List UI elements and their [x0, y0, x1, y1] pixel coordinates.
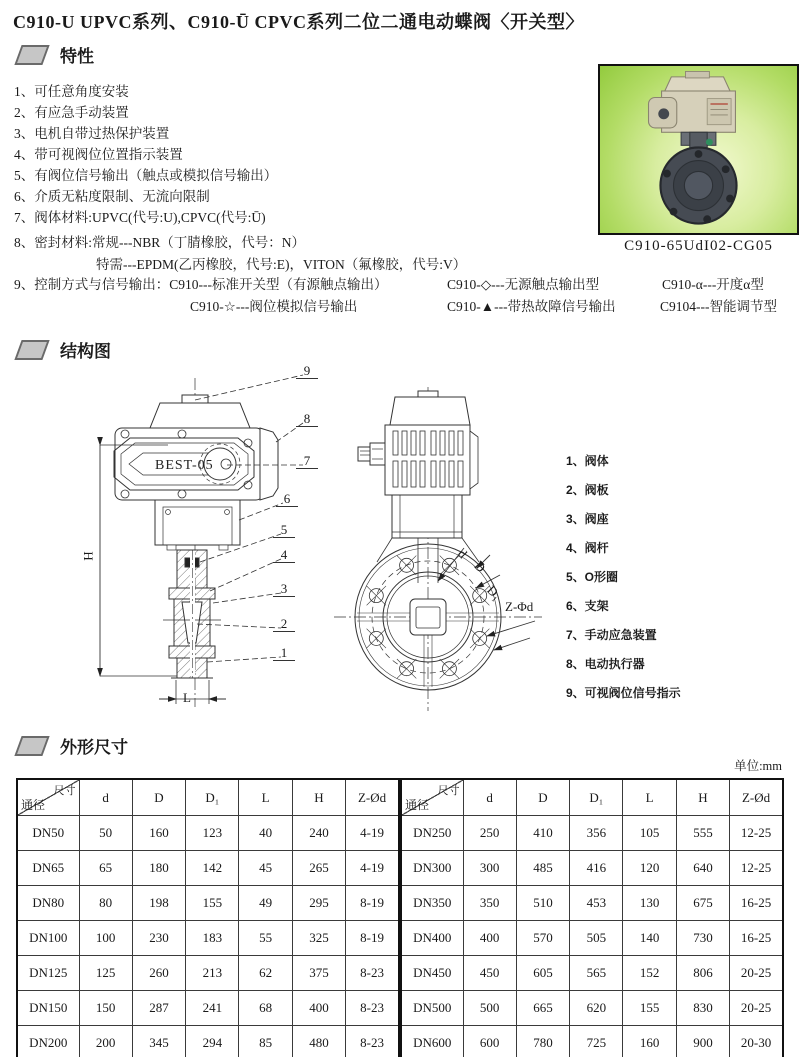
column-header: d: [463, 779, 516, 816]
dim-value-cell: 240: [292, 816, 345, 851]
dim-value-cell: 8-23: [346, 1026, 399, 1057]
dim-value-cell: 213: [186, 956, 239, 991]
dim-value-cell: 80: [79, 886, 132, 921]
dimension-table-left: [16, 778, 400, 1057]
dim-zd-label: Z-Φd: [505, 599, 534, 614]
table-row: [401, 886, 783, 921]
corner-size-label: 尺寸: [53, 785, 76, 797]
dim-value-cell: 125: [79, 956, 132, 991]
dim-value-cell: 640: [676, 851, 729, 886]
dim-value-cell: 230: [132, 921, 185, 956]
dim-value-cell: 620: [570, 991, 623, 1026]
dim-D-label: D: [471, 558, 489, 576]
table-row: [17, 921, 399, 956]
dim-value-cell: 8-19: [346, 886, 399, 921]
dim-value-cell: 16-25: [730, 886, 783, 921]
table-row: [17, 851, 399, 886]
legend-item: 7、手动应急装置: [566, 628, 657, 642]
dim-value-cell: 555: [676, 816, 729, 851]
feature-item-9-opt: C910-▲---带热故障信号输出: [447, 299, 616, 314]
column-header: L: [239, 779, 292, 816]
dimension-tables: [16, 778, 784, 1057]
feature-item: 3、电机自带过热保护装置: [14, 126, 170, 141]
dim-value-cell: 4-19: [346, 816, 399, 851]
dim-value-cell: 400: [463, 921, 516, 956]
row-dn-cell: DN100: [17, 921, 79, 956]
table-row: [17, 886, 399, 921]
dim-value-cell: 605: [516, 956, 569, 991]
side-view-drawing: [330, 385, 580, 715]
row-dn-cell: DN250: [401, 816, 463, 851]
feature-item: 1、可任意角度安装: [14, 84, 129, 99]
dim-value-cell: 40: [239, 816, 292, 851]
legend-item: 3、阀座: [566, 512, 609, 526]
dim-value-cell: 130: [623, 886, 676, 921]
dim-value-cell: 16-25: [730, 921, 783, 956]
dim-value-cell: 85: [239, 1026, 292, 1057]
dim-value-cell: 450: [463, 956, 516, 991]
dim-value-cell: 295: [292, 886, 345, 921]
corner-dn-label: 通径: [21, 798, 46, 812]
dim-value-cell: 50: [79, 816, 132, 851]
table-row: [401, 851, 783, 886]
legend-item: 6、支架: [566, 599, 609, 613]
feature-item-8: 8、密封材料:常规---NBR（丁腈橡胶，代号：N）: [14, 235, 305, 250]
corner-cell: [401, 779, 463, 816]
dim-value-cell: 287: [132, 991, 185, 1026]
dim-value-cell: 400: [292, 991, 345, 1026]
dim-value-cell: 12-25: [730, 816, 783, 851]
dim-value-cell: 730: [676, 921, 729, 956]
table-header-row: [401, 779, 783, 816]
row-dn-cell: DN200: [17, 1026, 79, 1057]
dimensions-heading: 外形尺寸: [60, 738, 128, 757]
callout-1: 1: [273, 646, 295, 661]
row-dn-cell: DN500: [401, 991, 463, 1026]
dim-value-cell: 140: [623, 921, 676, 956]
callout-6: 6: [276, 492, 298, 507]
corner-cell: [17, 779, 79, 816]
dim-value-cell: 260: [132, 956, 185, 991]
table-row: [401, 956, 783, 991]
dim-value-cell: 565: [570, 956, 623, 991]
dim-value-cell: 45: [239, 851, 292, 886]
photo-caption: C910-65UdI02-CG05: [624, 238, 773, 254]
feature-item-9-opt: C910-α---开度α型: [662, 277, 764, 292]
row-dn-cell: DN125: [17, 956, 79, 991]
dim-value-cell: 675: [676, 886, 729, 921]
dim-D1-label: D₁: [484, 582, 505, 603]
feature-item-9-opt: C9104---智能调节型: [660, 299, 777, 314]
column-header: Z-Ød: [346, 779, 399, 816]
legend-item: 5、O形圈: [566, 570, 619, 584]
dim-value-cell: 105: [623, 816, 676, 851]
callout-2: 2: [273, 617, 295, 632]
dim-value-cell: 665: [516, 991, 569, 1026]
feature-item: 4、带可视阀位位置指示装置: [14, 147, 183, 162]
feature-item-8-cont: 特需---EPDM(乙丙橡胶，代号:E)，VITON（氟橡胶，代号:V）: [96, 257, 467, 272]
corner-dn-label: 通径: [405, 798, 430, 812]
legend-item: 8、电动执行器: [566, 657, 645, 671]
table-header-row: [17, 779, 399, 816]
dim-value-cell: 250: [463, 816, 516, 851]
dim-value-cell: 830: [676, 991, 729, 1026]
feature-item-9-opt: C910-☆---阀位模拟信号输出: [190, 299, 358, 314]
dim-h-label: H: [80, 551, 96, 561]
dim-value-cell: 345: [132, 1026, 185, 1057]
table-row: [401, 921, 783, 956]
dim-value-cell: 20-25: [730, 956, 783, 991]
legend-item: 1、阀体: [566, 454, 609, 468]
table-row: [401, 816, 783, 851]
dim-value-cell: 152: [623, 956, 676, 991]
dim-value-cell: 780: [516, 1026, 569, 1057]
dim-value-cell: 725: [570, 1026, 623, 1057]
dim-value-cell: 65: [79, 851, 132, 886]
dim-d-label: d: [455, 546, 471, 562]
dim-value-cell: 900: [676, 1026, 729, 1057]
row-dn-cell: DN300: [401, 851, 463, 886]
dim-l-label: L: [183, 690, 191, 705]
dim-value-cell: 265: [292, 851, 345, 886]
features-list: [14, 81, 277, 228]
row-dn-cell: DN350: [401, 886, 463, 921]
dim-value-cell: 294: [186, 1026, 239, 1057]
structure-section-header: [14, 337, 111, 362]
dim-value-cell: 241: [186, 991, 239, 1026]
dim-value-cell: 142: [186, 851, 239, 886]
dim-value-cell: 325: [292, 921, 345, 956]
table-row: [17, 991, 399, 1026]
dim-value-cell: 300: [463, 851, 516, 886]
dim-value-cell: 183: [186, 921, 239, 956]
dim-value-cell: 100: [79, 921, 132, 956]
dim-value-cell: 510: [516, 886, 569, 921]
features-section-header: [14, 42, 94, 67]
dim-value-cell: 375: [292, 956, 345, 991]
dim-value-cell: 570: [516, 921, 569, 956]
section-marker-icon: [14, 45, 49, 65]
column-header: H: [292, 779, 345, 816]
feature-item: 2、有应急手动装置: [14, 105, 129, 120]
dim-value-cell: 160: [132, 816, 185, 851]
dim-value-cell: 485: [516, 851, 569, 886]
dimension-table-right: [400, 778, 784, 1057]
dim-value-cell: 150: [79, 991, 132, 1026]
dim-value-cell: 180: [132, 851, 185, 886]
dim-value-cell: 62: [239, 956, 292, 991]
structure-legend: [566, 452, 681, 701]
legend-item: 9、可视阀位信号指示: [566, 686, 681, 700]
dim-value-cell: 480: [292, 1026, 345, 1057]
product-photo: [598, 64, 799, 235]
section-marker-icon: [14, 736, 49, 756]
dim-value-cell: 600: [463, 1026, 516, 1057]
dim-value-cell: 500: [463, 991, 516, 1026]
row-dn-cell: DN400: [401, 921, 463, 956]
unit-label: 单位:mm: [734, 759, 782, 773]
structure-heading: 结构图: [60, 342, 111, 361]
column-header: d: [79, 779, 132, 816]
dim-value-cell: 806: [676, 956, 729, 991]
actuator-brand-label: BEST-05: [155, 458, 214, 473]
callout-7: 7: [296, 454, 318, 469]
feature-item: 5、有阀位信号输出（触点或模拟信号输出）: [14, 168, 278, 183]
dimensions-section-header: [14, 733, 128, 758]
dim-value-cell: 160: [623, 1026, 676, 1057]
table-row: [401, 1026, 783, 1057]
table-row: [401, 991, 783, 1026]
row-dn-cell: DN150: [17, 991, 79, 1026]
column-header: L: [623, 779, 676, 816]
dim-value-cell: 155: [186, 886, 239, 921]
dim-value-cell: 356: [570, 816, 623, 851]
dim-value-cell: 155: [623, 991, 676, 1026]
column-header: H: [676, 779, 729, 816]
feature-item-9: 9、控制方式与信号输出：C910---标准开关型（有源触点输出）: [14, 277, 388, 292]
dim-value-cell: 68: [239, 991, 292, 1026]
callout-4: 4: [273, 548, 295, 563]
features-heading: 特性: [60, 47, 94, 66]
dim-value-cell: 198: [132, 886, 185, 921]
column-header: D₁: [186, 779, 239, 816]
column-header: Z-Ød: [730, 779, 783, 816]
callout-9: 9: [296, 364, 318, 379]
table-row: [17, 956, 399, 991]
feature-item: 6、介质无粘度限制、无流向限制: [14, 189, 210, 204]
row-dn-cell: DN50: [17, 816, 79, 851]
dim-value-cell: 4-19: [346, 851, 399, 886]
row-dn-cell: DN450: [401, 956, 463, 991]
dim-value-cell: 49: [239, 886, 292, 921]
column-header: D: [516, 779, 569, 816]
valve-photo-illustration: [600, 66, 797, 229]
feature-item: 7、阀体材料:UPVC(代号:U),CPVC(代号:Ū): [14, 210, 266, 225]
table-row: [17, 816, 399, 851]
callout-3: 3: [273, 582, 295, 597]
dim-value-cell: 200: [79, 1026, 132, 1057]
callout-8: 8: [296, 412, 318, 427]
section-marker-icon: [14, 340, 49, 360]
callout-5: 5: [273, 523, 295, 538]
dim-value-cell: 350: [463, 886, 516, 921]
dim-value-cell: 120: [623, 851, 676, 886]
row-dn-cell: DN65: [17, 851, 79, 886]
dim-value-cell: 416: [570, 851, 623, 886]
corner-size-label: 尺寸: [437, 785, 460, 797]
feature-item-9-opt: C910-◇---无源触点输出型: [447, 277, 600, 292]
column-header: D: [132, 779, 185, 816]
dim-value-cell: 8-23: [346, 991, 399, 1026]
dim-value-cell: 12-25: [730, 851, 783, 886]
dim-value-cell: 8-23: [346, 956, 399, 991]
legend-item: 4、阀杆: [566, 541, 609, 555]
dim-value-cell: 123: [186, 816, 239, 851]
dim-value-cell: 20-30: [730, 1026, 783, 1057]
row-dn-cell: DN80: [17, 886, 79, 921]
dim-value-cell: 55: [239, 921, 292, 956]
legend-item: 2、阀板: [566, 483, 609, 497]
dim-value-cell: 453: [570, 886, 623, 921]
row-dn-cell: DN600: [401, 1026, 463, 1057]
dim-value-cell: 410: [516, 816, 569, 851]
column-header: D₁: [570, 779, 623, 816]
page-title: C910-U UPVC系列、C910-Ū CPVC系列二位二通电动蝶阀〈开关型〉: [13, 12, 584, 32]
dim-value-cell: 8-19: [346, 921, 399, 956]
dim-value-cell: 20-25: [730, 991, 783, 1026]
dim-value-cell: 505: [570, 921, 623, 956]
table-row: [17, 1026, 399, 1057]
